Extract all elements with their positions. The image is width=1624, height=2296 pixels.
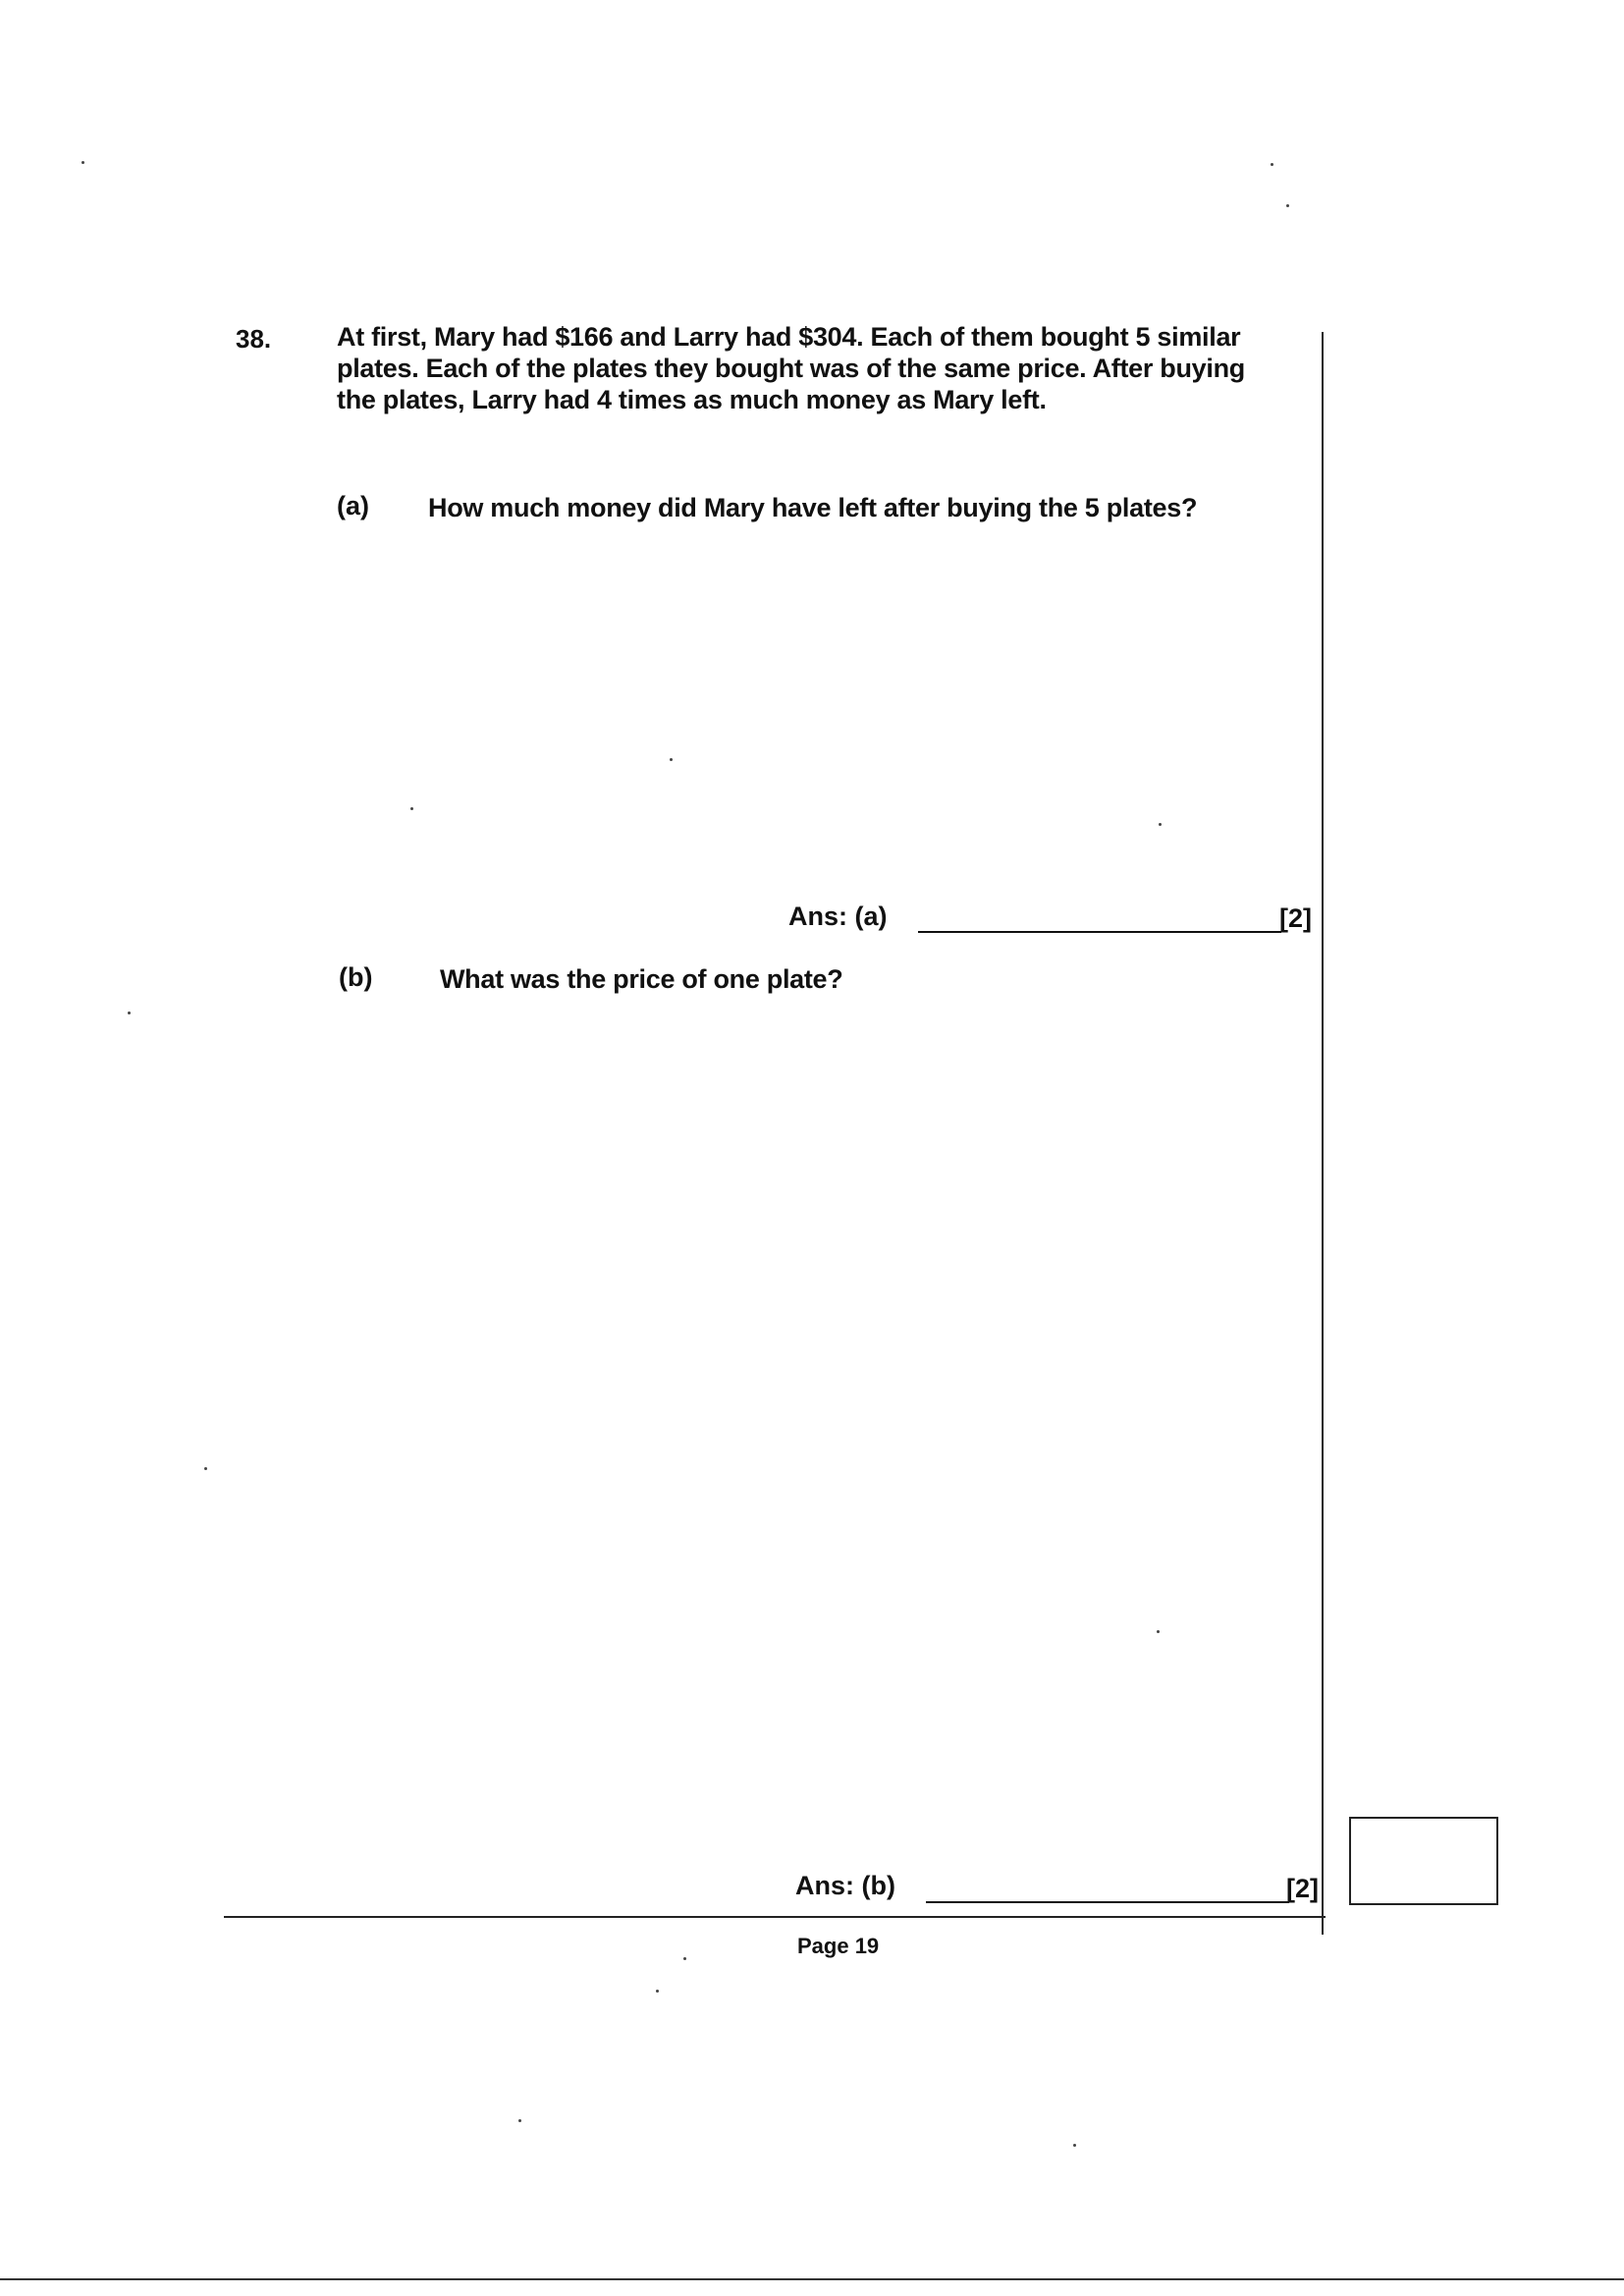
part-a-label: (a) bbox=[337, 491, 369, 520]
part-b-marks: [2] bbox=[1286, 1874, 1319, 1903]
scan-speck bbox=[81, 161, 84, 164]
scan-speck bbox=[1271, 163, 1273, 166]
part-b-label: (b) bbox=[339, 962, 373, 992]
marks-box[interactable] bbox=[1349, 1817, 1498, 1905]
page-number: Page 19 bbox=[797, 1934, 880, 1958]
part-a-answer-line[interactable] bbox=[918, 931, 1281, 933]
stem-line-1: At first, Mary had $166 and Larry had $304. Each of them bought 5 similar bbox=[337, 322, 1241, 352]
part-a-working-space[interactable] bbox=[337, 550, 1309, 884]
part-b-answer-label: Ans: (b) bbox=[795, 1871, 895, 1900]
scan-speck bbox=[1159, 823, 1162, 826]
scan-speck bbox=[656, 1990, 659, 1993]
scan-speck bbox=[670, 758, 673, 761]
question-number: 38. bbox=[236, 324, 272, 354]
part-a-marks: [2] bbox=[1279, 903, 1312, 933]
scan-speck bbox=[683, 1957, 686, 1960]
part-a-question: How much money did Mary have left after buying the 5 plates? bbox=[428, 493, 1198, 522]
stem-line-3: the plates, Larry had 4 times as much money as Mary left. bbox=[337, 385, 1047, 414]
scan-speck bbox=[1157, 1630, 1160, 1633]
part-b-answer-line[interactable] bbox=[926, 1901, 1289, 1903]
question-bottom-rule bbox=[224, 1916, 1326, 1918]
scan-speck bbox=[1073, 2144, 1076, 2147]
stem-line-2: plates. Each of the plates they bought was of the same price. After buying bbox=[337, 354, 1245, 383]
scan-bottom-edge bbox=[0, 2278, 1624, 2280]
scan-speck bbox=[518, 2119, 521, 2122]
question-stem bbox=[337, 321, 1299, 415]
part-b-question: What was the price of one plate? bbox=[440, 964, 843, 994]
scan-speck bbox=[1286, 204, 1289, 207]
part-a-answer-label: Ans: (a) bbox=[788, 902, 888, 931]
scan-speck bbox=[204, 1467, 207, 1470]
part-b-working-space[interactable] bbox=[337, 1021, 1309, 1856]
right-margin-rule bbox=[1322, 332, 1324, 1935]
scan-speck bbox=[128, 1011, 131, 1014]
scan-speck bbox=[410, 807, 413, 810]
